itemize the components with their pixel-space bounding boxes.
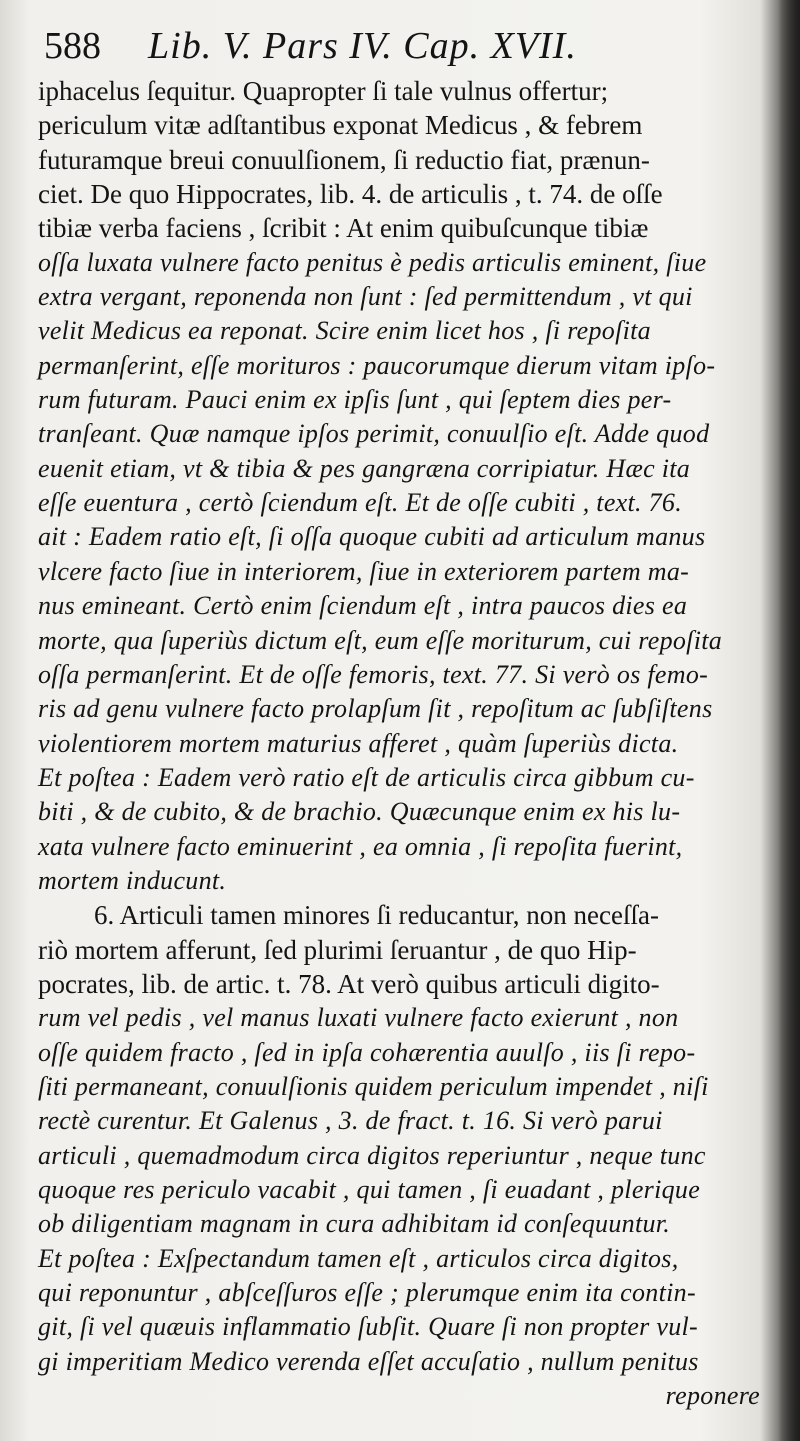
text-line: violentiorem mortem maturius afferet , quàm ſuperiùs dicta.	[38, 728, 679, 758]
text-line: xata vulnere facto eminuerint , ea omnia , ſi repoſita fuerint,	[38, 831, 683, 861]
text-line: rum futuram. Pauci enim ex ipſis ſunt , qui ſeptem dies per-	[38, 385, 672, 415]
text-line: ob diligentiam magnam in cura adhibitam id conſequuntur.	[38, 1209, 671, 1239]
text-line: gi imperitiam Medico verenda eſſet accuſatio , nullum penitus	[38, 1346, 699, 1376]
text-line: ris ad genu vulnere facto prolapſum ſit , repoſitum ac ſubſiſtens	[38, 694, 713, 724]
running-title: Lib. V. Pars IV. Cap. XVII.	[148, 25, 577, 67]
text-line: riò mortem afferunt, ſed plurimi ſeruantur , de quo Hip-	[38, 934, 637, 965]
text-line: oſſa luxata vulnere facto penitus è pedis articulis eminent, ſiue	[38, 247, 707, 277]
text-line: periculum vitæ adſtantibus exponat Medicus , & febrem	[38, 110, 643, 141]
text-line: iphacelus ſequitur. Quapropter ſi tale vulnus offertur;	[38, 76, 609, 106]
text-line: eſſe euentura , certò ſciendum eſt. Et de oſſe cubiti , text. 76.	[38, 488, 683, 518]
catchword: reponere	[665, 1381, 760, 1411]
text-line: extra vergant, reponenda non ſunt : ſed permittendum , vt qui	[38, 282, 693, 312]
text-line: git, ſi vel quæuis inflammatio ſubſit. Quare ſi non propter vul-	[38, 1312, 699, 1342]
text-line: futuramque breui conuulſionem, ſi reductio fiat, prænun-	[38, 144, 650, 175]
text-line: qui reponuntur , abſceſſuros eſſe ; plerumque enim ita contin-	[38, 1278, 696, 1308]
text-line: rectè curentur. Et Galenus , 3. de fract. t. 16. Si verò parui	[38, 1106, 663, 1136]
text-line: Et poſtea : Eadem verò ratio eſt de articulis circa gibbum cu-	[38, 762, 695, 792]
page-edge-shadow	[778, 0, 800, 1441]
text-line: permanſerint, eſſe morituros : paucorumque dierum vitam ipſo-	[38, 350, 716, 380]
text-line: quoque res periculo vacabit , qui tamen , ſi euadant , plerique	[38, 1175, 701, 1204]
text-line: velit Medicus ea reponat. Scire enim licet hos , ſi repoſita	[38, 316, 651, 346]
text-line: vlcere facto ſiue in interiorem, ſiue in exteriorem partem ma-	[38, 556, 690, 586]
text-line: biti , & de cubito, & de brachio. Quæcunque enim ex his lu-	[38, 797, 681, 827]
text-line: ait : Eadem ratio eſt, ſi oſſa quoque cubiti ad articulum manus	[38, 522, 706, 552]
text-line: pocrates, lib. de artic. t. 78. At verò quibus articuli digito-	[38, 968, 660, 999]
text-line: tibiæ verba faciens , ſcribit : At enim quibuſcunque tibiæ	[38, 213, 649, 244]
text-line: rum vel pedis , vel manus luxati vulnere facto exierunt , non	[38, 1003, 679, 1033]
text-line: tranſeant. Quæ namque ipſos perimit, conuulſio eſt. Adde quod	[38, 419, 710, 449]
text-line: morte, qua ſuperiùs dictum eſt, eum eſſe moriturum, cui repoſita	[38, 625, 723, 655]
text-line: euenit etiam, vt & tibia & pes gangræna corripiatur. Hæc ita	[38, 453, 691, 483]
text-line: mortem inducunt.	[38, 865, 227, 895]
text-line: oſſe quidem fracto , ſed in ipſa cohærentia auulſo , iis ſi repo-	[38, 1037, 696, 1067]
text-line: ciet. De quo Hippocrates, lib. 4. de articulis , t. 74. de oſſe	[38, 179, 663, 210]
body-text	[38, 74, 770, 1413]
page-header	[44, 24, 764, 70]
paragraph-start-line: 6. Articuli tamen minores ſi reducantur, non neceſſa-	[94, 900, 659, 931]
text-line: nus emineant. Certò enim ſciendum eſt , intra paucos dies ea	[38, 591, 688, 621]
text-line: ſiti permaneant, conuulſionis quidem periculum impendet , niſi	[38, 1071, 709, 1101]
page-number: 588	[44, 25, 101, 67]
text-line: articuli , quemadmodum circa digitos reperiuntur , neque tunc	[38, 1140, 706, 1170]
text-line: Et poſtea : Exſpectandum tamen eſt , articulos circa digitos,	[38, 1243, 679, 1273]
text-line: oſſa permanſerint. Et de oſſe femoris, text. 77. Si verò os femo-	[38, 659, 709, 689]
